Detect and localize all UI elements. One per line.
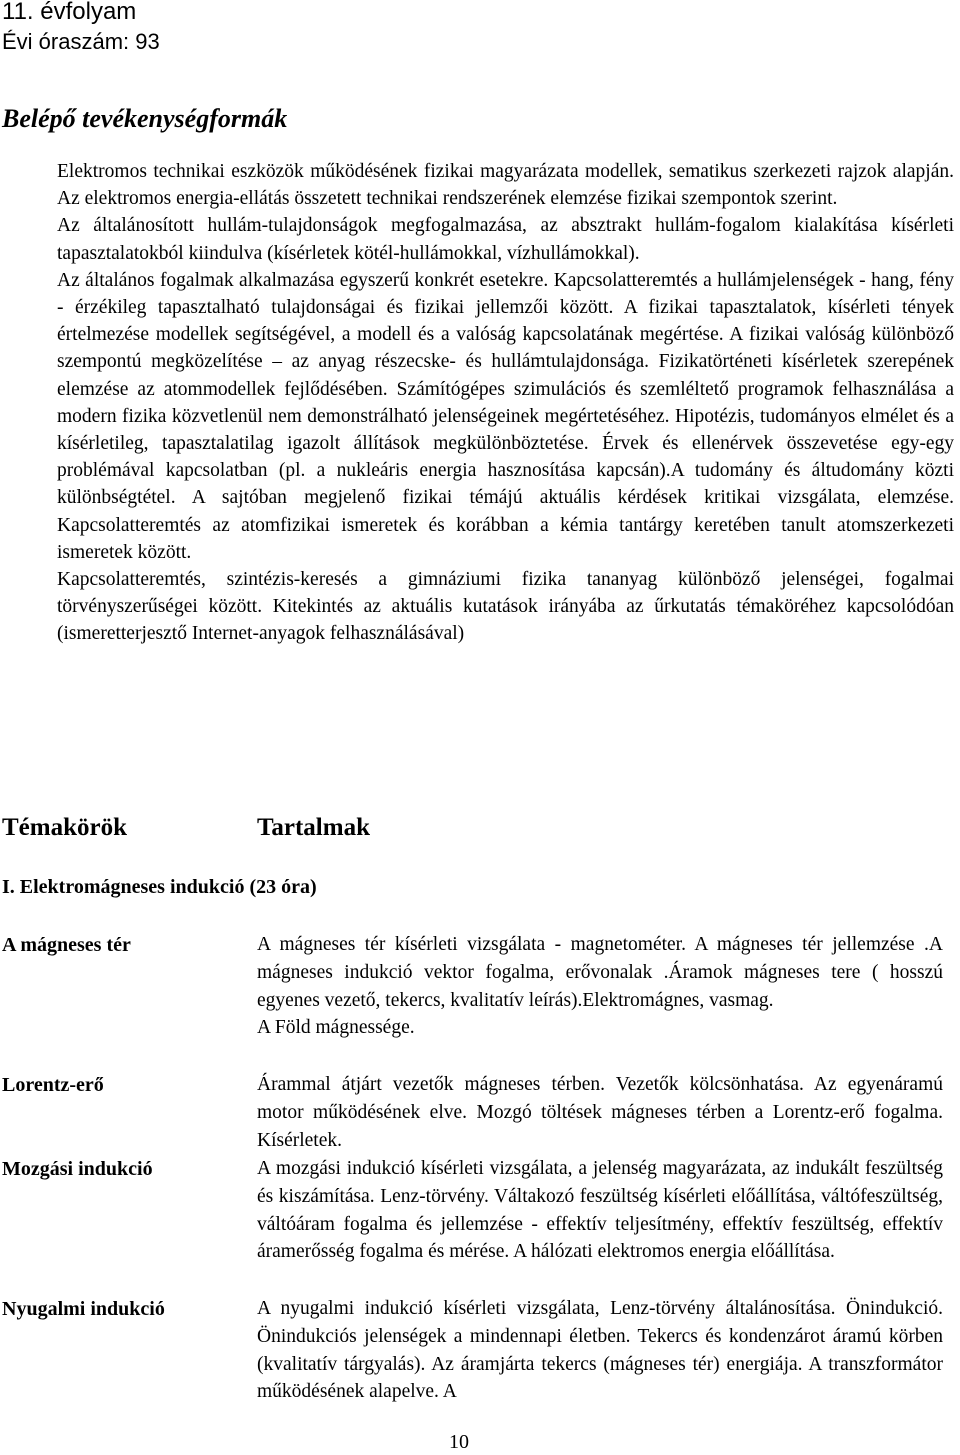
topic-content-paragraph: A mozgási indukció kísérleti vizsgálata, a jelenség magyarázata, az indukált feszültség és kiszámítása. Lenz-törvény. Váltakozó feszültség kísérleti előállítása, váltófeszültség, váltóáram fogalma és jellemzése - effektív teljesítmény, effektív feszültség, effektív áramerősség fogalma és mérése. A hálózati elektromos energia előállítása. bbox=[257, 1158, 943, 1263]
topic-name-magnetic-field: A mágneses tér bbox=[2, 934, 131, 956]
topic-content-magnetic-field bbox=[257, 931, 943, 1042]
entry-activities-text bbox=[57, 158, 954, 648]
topic-content-static-induction bbox=[257, 1295, 943, 1406]
topic-content-lorentz-force bbox=[257, 1071, 943, 1154]
chapter-title: I. Elektromágneses indukció (23 óra) bbox=[2, 876, 317, 898]
topic-content-motional-induction bbox=[257, 1155, 943, 1266]
contents-column-header: Tartalmak bbox=[257, 814, 370, 841]
intro-paragraph: Kapcsolatteremtés, szintézis-keresés a gimnáziumi fizika tananyag különböző jelenségei, fogalmai törvényszerűségei között. Kitekintés az aktuális kutatások irányába az űrkutatás témaköréhez kapcsolódóan (ismeretterjesztő Internet-anyagok felhasználásával) bbox=[57, 569, 954, 645]
topic-name-static-induction: Nyugalmi indukció bbox=[2, 1298, 165, 1320]
topic-content-paragraph: A mágneses tér kísérleti vizsgálata - magnetométer. A mágneses tér jellemzése .A mágneses indukció vektor fogalma, erővonalak .Áramok mágneses tere ( hosszú egyenes vezető, tekercs, kvalitatív leírás).Elektromágnes, vasmag. bbox=[257, 934, 943, 1011]
intro-paragraph: Az általános fogalmak alkalmazása egyszerű konkrét esetekre. Kapcsolatteremtés a hullámjelenségek - hang, fény - érzékileg tapasztalható tulajdonságai és fizikai jellemzői között. A fizikai tapasztalatok, kísérleti tények értelmezése modellek segítségével, a modell és a valóság kapcsolatának megértése. A fizikai valóság különböző szempontú megközelítése – az anyag részecske- és hullámtulajdonsága. Fizikatörténeti kísérletek szerepének elemzése az atommodellek fejlődésében. Számítógépes szimulációs és szemléltető programok felhasználása a modern fizika közvetlenül nem demonstrálható jelenségeinek megértetéséhez. Hipotézis, tudományos elmélet és a kísérletileg, tapasztalatilag igazolt állítások megkülönböztetése. Érvek és ellenérvek összevetése egy-egy problémával kapcsolatban (pl. a nukleáris energia hasznosítása kapcsán).A tudomány és áltudomány közti különbségtétel. A sajtóban megjelenő fizikai témájú aktuális kérdések kritikai vizsgálata, elemzése. Kapcsolatteremtés az atomfizikai ismeretek és korábban a kémia tantárgy keretében tanult atomszerkezeti ismeretek között. bbox=[57, 269, 954, 563]
page-number: 10 bbox=[449, 1431, 469, 1453]
grade-heading: 11. évfolyam bbox=[2, 0, 137, 25]
topics-column-header: Témakörök bbox=[2, 814, 127, 841]
topic-content-paragraph: A nyugalmi indukció kísérleti vizsgálata, Lenz-törvény általánosítása. Önindukció. Önindukciós jelenségek a mindennapi életben. Tekercs és kondenzárot áramú körben (kvalitatív tárgyalás). Az áramjárta tekercs (mágneses tér) energiája. A transzformátor működésének alapelve. A bbox=[257, 1298, 943, 1403]
topic-name-motional-induction: Mozgási indukció bbox=[2, 1158, 153, 1180]
entry-activities-title: Belépő tevékenységformák bbox=[2, 104, 288, 133]
topic-name-lorentz-force: Lorentz-erő bbox=[2, 1074, 104, 1096]
intro-paragraph: Elektromos technikai eszközök működésének fizikai magyarázata modellek, sematikus szerkezeti rajzok alapján. Az elektromos energia-ellátás összetett technikai rendszerének elemzése fizikai szempontok szerint. bbox=[57, 161, 954, 210]
topic-content-paragraph: Árammal átjárt vezetők mágneses térben. Vezetők kölcsönhatása. Az egyenáramú motor működésének elve. Mozgó töltések mágneses térben a Lorentz-erő fogalma. Kísérletek. bbox=[257, 1074, 943, 1151]
annual-hours: Évi óraszám: 93 bbox=[2, 29, 160, 54]
intro-paragraph: Az általánosított hullám-tulajdonságok megfogalmazása, az absztrakt hullám-fogalom kialakítása kísérleti tapasztalatokból kiindulva (kísérletek kötél-hullámokkal, vízhullámokkal). bbox=[57, 215, 954, 264]
topic-content-paragraph: A Föld mágnessége. bbox=[257, 1017, 415, 1039]
